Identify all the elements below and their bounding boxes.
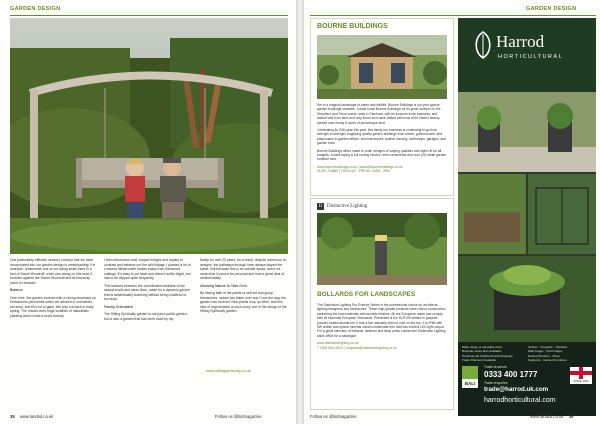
article-column-3 (200, 258, 288, 317)
feature-item: Professional CAD/technical drawings (462, 353, 513, 358)
feature-title: BOLLARDS FOR LANDSCAPES (317, 291, 416, 298)
feature-item: Bespoke sizes also available (462, 349, 502, 354)
article-website-link[interactable]: www.sittingspiritually.co.uk (206, 369, 251, 373)
ad-trade-email[interactable]: trade@harrod.uk.com (484, 386, 549, 393)
feature-contact-phone: 01252 716665 | TUESDAY - FRIDAY 10AM - 4PM (317, 169, 390, 174)
hero-photo (10, 18, 288, 254)
ad-phone-number[interactable]: 0333 400 1777 (484, 370, 538, 379)
bourne-buildings-feature (310, 18, 454, 196)
feature-body (317, 103, 447, 174)
feature-item: Supports · Garden Furniture (528, 358, 567, 363)
section-tag: GARDEN DESIGN (526, 6, 577, 12)
subheading: Family-Orientated (104, 304, 133, 309)
feature-item: Raised Planters · Pleat (528, 353, 560, 358)
harrod-horticultural-advert[interactable] (458, 18, 596, 416)
page-footer (10, 414, 53, 419)
paragraph: Over time, the garden evolved with a strong emphasis on herbaceous perennials which we allowed to overwinter, set seed, and fill a lot of gaps. We only cut back in early spring. The results were huge swathes of naturalistic planting which holds a rustic beauty. (10, 295, 96, 318)
paragraph: This balance between the uncultivated wildness of the natural world and clean lines, make for a dynamic garden that is aesthetically charming without being cluttered or too busy. (104, 283, 190, 301)
feature-item: Wall Cages · Fruit Cages (528, 349, 563, 354)
ad-header (458, 18, 596, 92)
paragraph: Celebrating its 20th year this year, this family run business is continuing to go from strength to strength, supplying quality garden buildings from sheds, greenhouses, and playhouses to garden offices, summerhouses, animal housing, workshops, garages, and garden bars. (317, 128, 446, 146)
page-footer (530, 414, 573, 419)
paragraph: The Sitting Spiritually garden is not just a public garden, but is also a garden that has been used by my (104, 312, 188, 321)
paragraph: Set in a magical landscape of water and wildlife, Bourne Buildings is not your typical garden buildings showsite. Locals know Bourne Buildings for its great location on the Shepherd and Flock scenic route in Farnham, with its treasure trove business, and animal visit from farm and only those who have visited will know of its hidden beauty spread over nearly 8 acres of picturesque land. (317, 103, 441, 125)
ad-footer (458, 342, 596, 416)
ad-website[interactable]: harrodhorticultural.com (484, 397, 556, 404)
bali-leaf-icon (462, 366, 478, 379)
bali-text: BALI (464, 381, 476, 386)
paragraph: The Distinctive Lighting Pro Exterior Series is the professional choice for architects, lighting designers and contractors. These high-quality products have robust construction, partnering the best materials with durable finishes. All are European made and comply with all essential European Standards. Presented is the DLP190 bollard in graphite powder coated aluminium. It has a five warranty with no cost on the top. It is IP65 with 5W visible and optical minimal visual condensate free and has indirect LED light output. For a great selection of bollards, lanterns and lamp posts contact the Distinctive Lighting sales office for a catalogue. (317, 303, 447, 338)
cta-label: Trade brochure (484, 365, 508, 369)
feature-contact-web[interactable]: www.bournebuildings.co.uk | sales@bournebuildings.co.uk (317, 164, 403, 169)
distinctive-lighting-feature (310, 198, 454, 410)
paragraph: family for over 20 years. As a result, despite numerous re-designs, the pathways through have always stayed the same. Not because this is an outside space, does not mean that it cannot be personal and hold a great deal of sentimentality. (200, 258, 287, 280)
header-rule (10, 15, 288, 16)
footer-social: Follow us @lsdmagazine (310, 414, 357, 419)
swing-seat-photo (10, 18, 288, 254)
flag-cross-horizontal (570, 371, 592, 375)
bollard-photo (317, 213, 447, 285)
since-text: SINCE 1954 (573, 379, 589, 383)
article-column-1 (10, 258, 96, 321)
feature-body (317, 303, 447, 350)
garden-products-photos (458, 92, 596, 342)
article-column-2 (104, 258, 192, 324)
feature-contact-phone: T 0208 0814 8011 | enquiries@distinctivelighting.co.uk (317, 345, 397, 350)
harrod-leaf-logo-icon (472, 30, 494, 60)
feature-contact-web[interactable]: www.distinctivelighting.co.uk (317, 341, 359, 346)
paragraph: I then introduced neat, clipped hedges and topiary to contrast and balance out the wild foliage. I planted a lot of Lonicera Nitida which strikes easily from hardwood cuttings. It's easy to cut back and doesn't suffer blight, but has to be clipped quite frequently. (104, 258, 191, 280)
feature-item: Wide range of standard sizes (462, 345, 503, 349)
left-page (0, 0, 296, 424)
distinctive-lighting-logo (317, 203, 367, 210)
header-rule (310, 15, 596, 16)
subheading: Balance (10, 288, 24, 292)
footer-social: Follow us @lsdmagazine (215, 414, 262, 419)
bali-logo (462, 366, 478, 388)
right-page (304, 0, 600, 424)
footer-website[interactable]: www.landsd.co.uk (19, 414, 54, 419)
feature-list-left (462, 345, 526, 363)
page-number: 39 (568, 414, 574, 419)
feature-item: Trade Discount Available (462, 358, 497, 363)
brand-subtitle: HORTICULTURAL (498, 54, 564, 60)
subheading: Allowing Nature to Take Over (200, 283, 248, 288)
dl-monogram-icon: D (318, 204, 323, 209)
feature-item: Arches · Pergolas · Obelisks (528, 345, 568, 349)
section-tag: GARDEN DESIGN (10, 6, 61, 12)
uk-flag-badge (570, 367, 592, 384)
feature-title: BOURNE BUILDINGS (317, 23, 388, 30)
paragraph: By having faith in the plants to self set and group themselves, nature has taken over and I love the way the garden has evolved. New plants crop up often, and this idea of regeneration is such a key one in the design of the Sitting Spiritually garden. (200, 291, 287, 313)
footer-website[interactable]: www.landsd.co.uk (530, 414, 564, 419)
paragraph: One particularly effective sensory concept that we have incorporated into our garden design is underplanting. For example, underneath one of our swing seats there is a bed of Sweet Woodruff; when you swing on this seat, it brushes against the Sweet Woodruff and its heavenly scent is released. (10, 258, 96, 285)
summerhouse-photo (317, 35, 447, 99)
trade-label: Trade enquiries (484, 381, 508, 385)
paragraph: Bourne Buildings offers made to order designs of varying qualities and styles fit for all budgets, a base laying & full roofing service, trees ornaments and over 200 small garden furniture sets. (317, 148, 447, 162)
page-number: 38 (10, 414, 15, 419)
brand-name: Harrod (496, 32, 545, 51)
spine-gutter (296, 0, 304, 424)
logo-text: Distinctive Lighting (327, 204, 368, 209)
feature-list-right (528, 345, 594, 363)
